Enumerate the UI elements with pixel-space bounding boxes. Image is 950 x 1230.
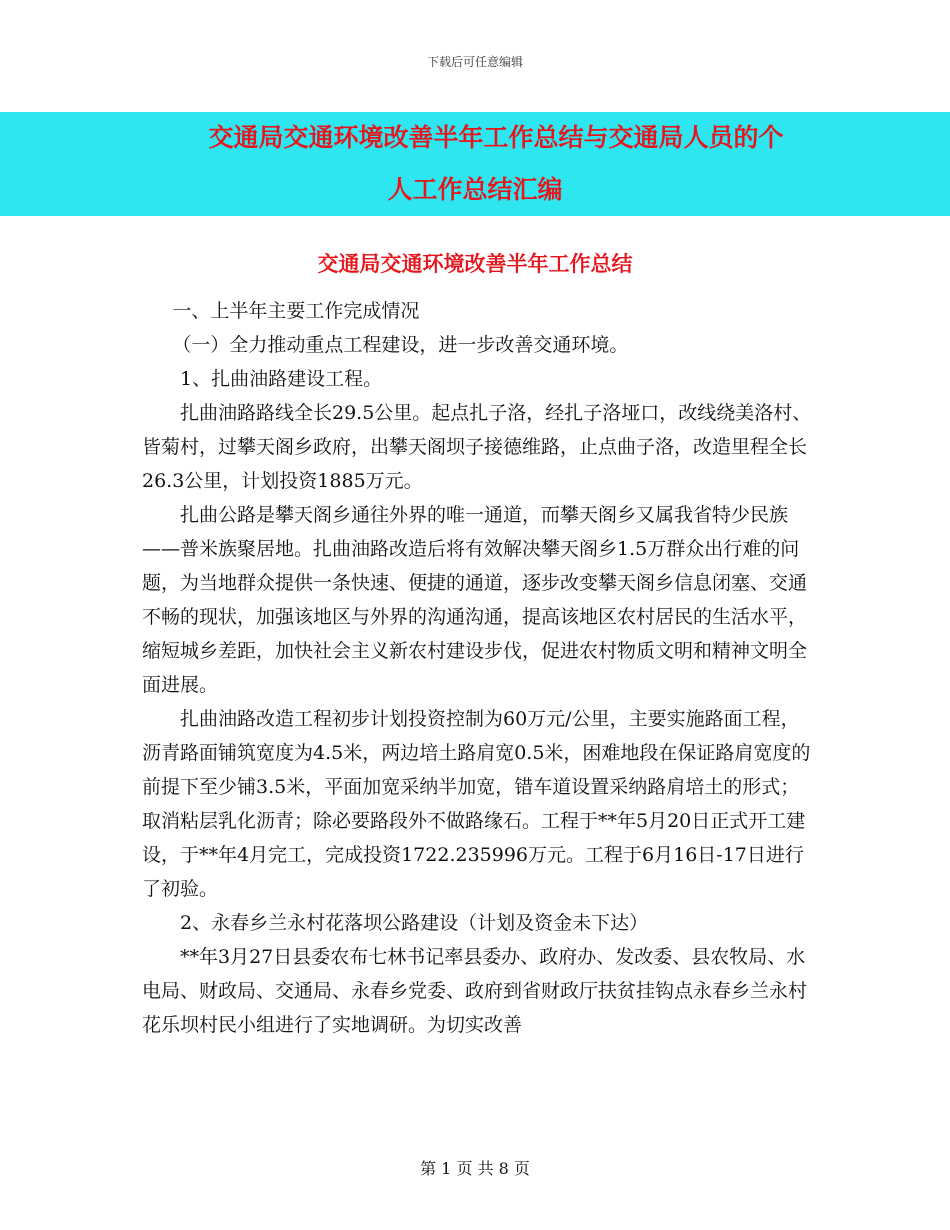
paragraph: 扎曲油路改造工程初步计划投资控制为60万元/公里，主要实施路面工程，沥青路面铺筑宽度为4.5米，两边培土路肩宽0.5米，困难地段在保证路肩宽度的前提下至少铺3.5米，平面加宽采纳半加宽，错车道设置采纳路肩培土的形式；取消粘层乳化沥青；除必要路段外不做路缘石。工程于**年5月20日正式开工建设，于**年4月完工，完成投资1722.235996万元。工程于6月16日-17日进行了初验。: [142, 708, 811, 900]
section-title: 交通局交通环境改善半年工作总结: [317, 252, 633, 276]
paragraph-heading-1: 一、上半年主要工作完成情况: [172, 300, 420, 322]
paragraph-item-1: 1、扎曲油路建设工程。: [180, 368, 383, 390]
document-title: [0, 112, 950, 216]
document-title-line-2: 人工作总结汇编: [387, 175, 563, 204]
paragraph: 扎曲油路路线全长29.5公里。起点扎子洛，经扎子洛垭口，改线绕美洛村、皆菊村，过攀天阁乡政府，出攀天阁坝子接德维路，止点曲子洛，改造里程全长26.3公里，计划投资1885万元。: [142, 402, 812, 492]
paragraph: 扎曲公路是攀天阁乡通往外界的唯一通道，而攀天阁乡又属我省特少民族——普米族聚居地。扎曲油路改造后将有效解决攀天阁乡1.5万群众出行难的问题，为当地群众提供一条快速、便捷的通道，逐步改变攀天阁乡信息闭塞、交通不畅的现状，加强该地区与外界的沟通沟通，提高该地区农村居民的生活水平，缩短城乡差距，加快社会主义新农村建设步伐，促进农村物质文明和精神文明全面进展。: [142, 504, 808, 696]
document-body: [142, 294, 814, 1042]
page-footer: 第 1 页 共 8 页: [420, 1159, 530, 1178]
paragraph: **年3月27日县委农布七林书记率县委办、政府办、发改委、县农牧局、水电局、财政局、交通局、永春乡党委、政府到省财政厅扶贫挂钩点永春乡兰永村花乐坝村民小组进行了实地调研。为切实改善: [142, 946, 808, 1036]
document-title-line-1: 交通局交通环境改善半年工作总结与交通局人员的个: [208, 123, 784, 152]
paragraph-item-2: 2、永春乡兰永村花落坝公路建设（计划及资金未下达）: [180, 912, 649, 934]
paragraph-subheading-1: （一）全力推动重点工程建设，进一步改善交通环境。: [172, 334, 629, 356]
header-note: 下载后可任意编辑: [426, 55, 523, 69]
